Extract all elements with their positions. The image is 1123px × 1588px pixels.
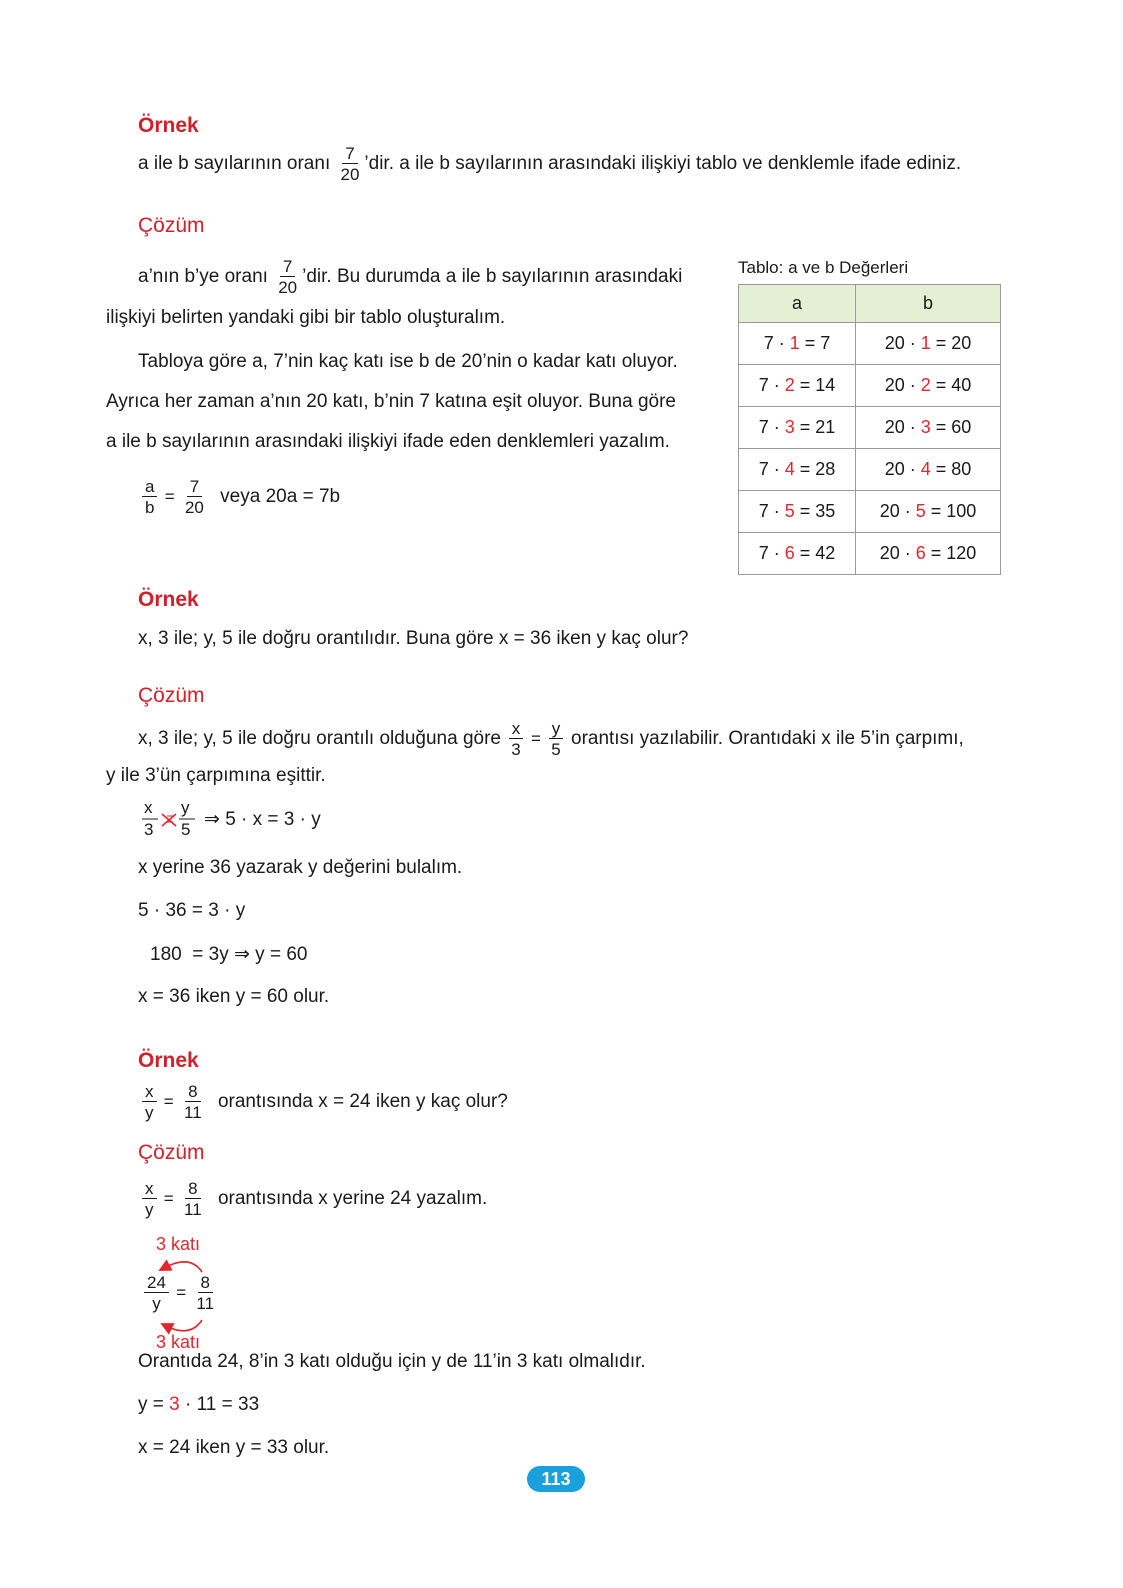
table-cell-a: 7 · 3 = 21 [739, 407, 856, 449]
equation-a-b: $\frac{a}{b}$ = $\frac{7}{20}$ veya 20a = 7b [140, 478, 340, 516]
solution-2-step1: x yerine 36 yazarak y değerini bulalım. [138, 857, 463, 878]
table-cell-b: 20 · 5 = 100 [856, 491, 1001, 533]
solution-2-step2: 5 · 36 = 3 · y [138, 900, 246, 921]
solution-2-line2: y ile 3’ün çarpımına eşittir. [106, 765, 326, 786]
table-row [739, 365, 1001, 407]
page-number: 113 [527, 1466, 585, 1492]
values-table [738, 284, 1001, 575]
table-cell-a: 7 · 1 = 7 [739, 323, 856, 365]
table-cell-b: 20 · 3 = 60 [856, 407, 1001, 449]
example-1-question: a ile b sayılarının oranı $\frac{7}{20}$ ’dir. a ile b sayılarının arasındaki ilişkiyi tablo ve denklemle ifade ediniz. [138, 144, 962, 184]
table-row [739, 323, 1001, 365]
cross-x: x [144, 798, 153, 817]
table-cell-a: 7 · 2 = 14 [739, 365, 856, 407]
table-row [739, 407, 1001, 449]
proportion-24-y: $\frac{24}{y}$ = $\frac{8}{11}$ [142, 1274, 219, 1312]
cross-lines-icon [140, 798, 200, 842]
table-row [739, 533, 1001, 575]
solution-1-para2-line3: a ile b sayılarının arasındaki ilişkiyi ifade eden denklemleri yazalım. [106, 431, 670, 452]
cross-3: 3 [144, 820, 154, 839]
cross-y: y [181, 798, 190, 817]
cross-5: 5 [181, 820, 191, 839]
table-row [739, 449, 1001, 491]
example-2-title: Örnek [138, 588, 199, 611]
solution-1-title: Çözüm [138, 214, 205, 237]
example-3-question: $\frac{x}{y}$ = $\frac{8}{11}$ orantısında x = 24 iken y kaç olur? [140, 1083, 508, 1121]
example-1-title: Örnek [138, 114, 199, 137]
table-cell-b: 20 · 6 = 120 [856, 533, 1001, 575]
table-cell-a: 7 · 6 = 42 [739, 533, 856, 575]
table-cell-b: 20 · 1 = 20 [856, 323, 1001, 365]
solution-3-explanation: Orantıda 24, 8’in 3 katı olduğu için y de 11’in 3 katı olmalıdır. [138, 1351, 646, 1372]
table-row [739, 491, 1001, 533]
table-header-b: b [856, 285, 1001, 323]
table-cell-b: 20 · 4 = 80 [856, 449, 1001, 491]
solution-1-para1-line1: a’nın b’ye oranı $\frac{7}{20}$ ’dir. Bu durumda a ile b sayılarının arasındaki [138, 257, 683, 297]
solution-2-line1: x, 3 ile; y, 5 ile doğru orantılı olduğuna göre $\frac{x}{3}$ = $\frac{y}{5}$ orantısı yazılabilir. Orantıdaki x ile 5’in çarpımı, [138, 719, 964, 759]
example-2-question: x, 3 ile; y, 5 ile doğru orantılıdır. Buna göre x = 36 iken y kaç olur? [138, 628, 689, 649]
solution-3-line1: $\frac{x}{y}$ = $\frac{8}{11}$ orantısında x yerine 24 yazalım. [140, 1180, 487, 1218]
solution-3-result: x = 24 iken y = 33 olur. [138, 1437, 330, 1458]
solution-2-result: x = 36 iken y = 60 olur. [138, 986, 330, 1007]
solution-3-calc: y = 3 · 11 = 33 [138, 1394, 260, 1415]
table-body [739, 323, 1001, 575]
table-cell-b: 20 · 2 = 40 [856, 365, 1001, 407]
example-3-title: Örnek [138, 1049, 199, 1072]
cross-result: ⇒ 5 · x = 3 · y [204, 809, 321, 830]
solution-1-para2-line1: Tabloya göre a, 7’nin kaç katı ise b de 20’nin o kadar katı oluyor. [138, 351, 678, 372]
times-3-label-top: 3 katı [156, 1234, 201, 1254]
solution-2-step3: 180 = 3y ⇒ y = 60 [150, 944, 308, 965]
times-3-label-bottom: 3 katı [156, 1332, 201, 1352]
solution-1-para2-line2: Ayrıca her zaman a’nın 20 katı, b’nin 7 katına eşit oluyor. Buna göre [106, 391, 676, 412]
table-cell-a: 7 · 5 = 35 [739, 491, 856, 533]
table-header-a: a [739, 285, 856, 323]
solution-3-title: Çözüm [138, 1141, 205, 1164]
table-caption: Tablo: a ve b Değerleri [738, 258, 909, 277]
solution-2-title: Çözüm [138, 684, 205, 707]
cross-multiplication [140, 798, 200, 842]
solution-1-para1-line2: ilişkiyi belirten yandaki gibi bir tablo oluşturalım. [106, 307, 506, 328]
table-cell-a: 7 · 4 = 28 [739, 449, 856, 491]
